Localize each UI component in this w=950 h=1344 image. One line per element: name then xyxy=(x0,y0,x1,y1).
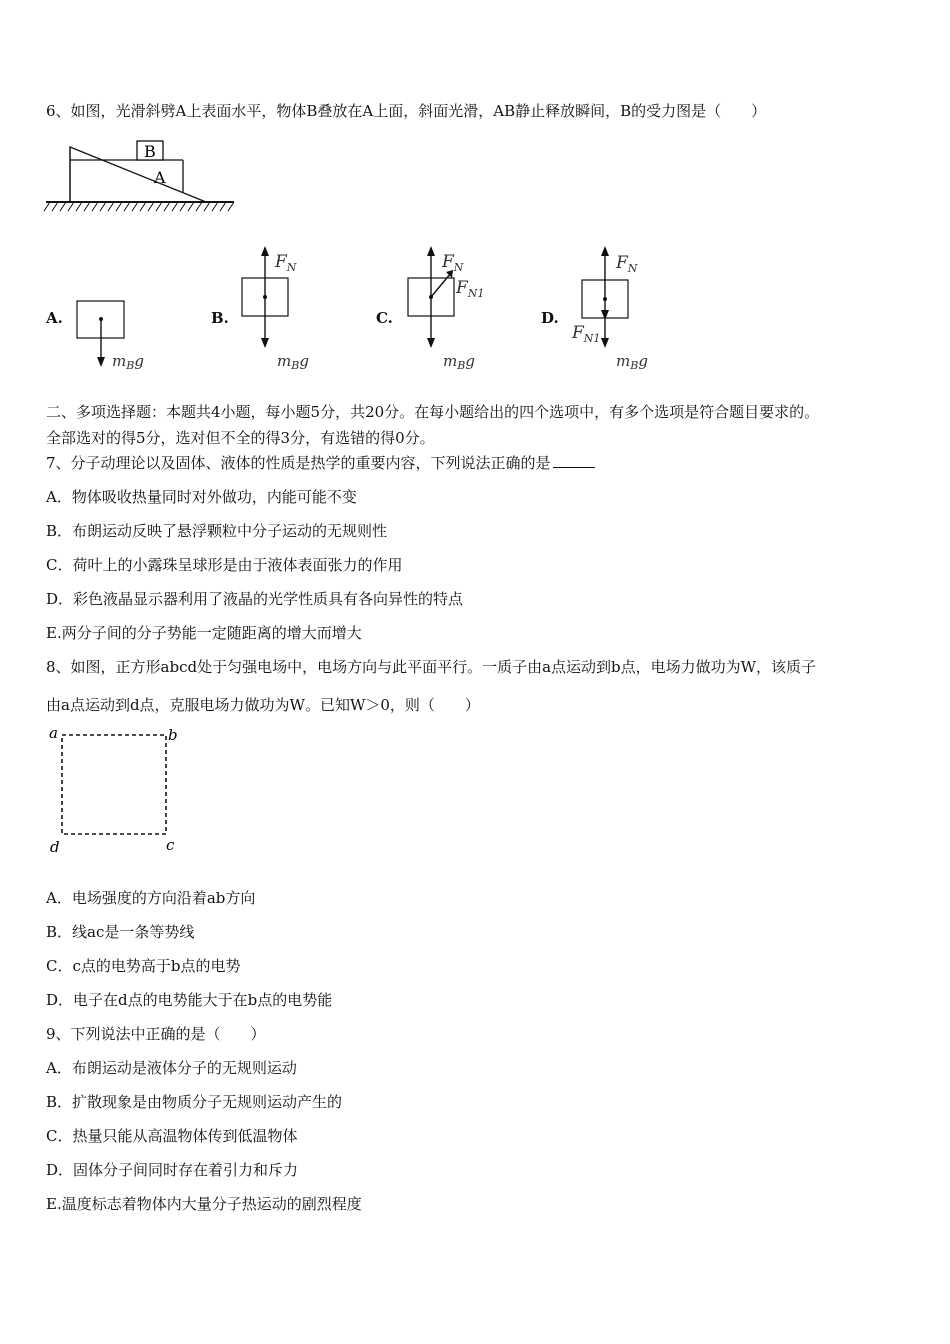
svg-text:mBg: $m_Bg$ xyxy=(112,352,144,372)
svg-text:FN1: $F_{N1}$ xyxy=(572,323,601,345)
svg-text:mBg: $m_Bg$ xyxy=(443,352,475,372)
normal-arrow xyxy=(427,246,435,256)
q6-stem: 6、如图，光滑斜劈A上表面水平，物体B叠放在A上面，斜面光滑，AB静止释放瞬间，B的受力图是（ ） xyxy=(46,102,767,120)
svg-text:FN: $F_N$ xyxy=(442,252,464,274)
q6-option-c-label[interactable]: C. xyxy=(376,309,393,327)
answer-blank xyxy=(553,453,595,468)
q8-stem-line1: 8、如图，正方形abcd处于匀强电场中，电场方向与此平面平行。一质子由a点运动到b点，电场力做功为W，该质子 xyxy=(46,658,817,676)
square-abcd xyxy=(62,735,166,834)
q7-stem: 7、分子动理论以及固体、液体的性质是热学的重要内容，下列说法正确的是 xyxy=(46,453,595,473)
gravity-arrow xyxy=(601,338,609,348)
gravity-arrow xyxy=(427,338,435,348)
q9-stem: 9、下列说法中正确的是（ ） xyxy=(46,1025,266,1043)
q7-option-a[interactable]: A．物体吸收热量同时对外做功，内能可能不变 xyxy=(46,488,357,506)
normal-arrow xyxy=(601,246,609,256)
q6-wedge-figure xyxy=(44,138,239,218)
gravity-arrow xyxy=(261,338,269,348)
svg-text:FN: $F_N$ xyxy=(275,252,297,274)
q9-option-d[interactable]: D．固体分子间同时存在着引力和斥力 xyxy=(46,1161,299,1179)
q6-option-a-diagram xyxy=(70,290,170,380)
q9-option-e[interactable]: E.温度标志着物体内大量分子热运动的剧烈程度 xyxy=(46,1195,362,1213)
svg-text:FN1: $F_{N1}$ xyxy=(456,278,485,300)
q6-option-d-label[interactable]: D. xyxy=(541,309,559,327)
vertex-d-label: d xyxy=(50,838,60,856)
q8-option-d[interactable]: D．电子在d点的电势能大于在b点的电势能 xyxy=(46,991,333,1009)
q7-option-c[interactable]: C．荷叶上的小露珠呈球形是由于液体表面张力的作用 xyxy=(46,556,403,574)
q7-option-b[interactable]: B．布朗运动反映了悬浮颗粒中分子运动的无规则性 xyxy=(46,522,388,540)
svg-text:FN: $F_N$ xyxy=(616,253,638,275)
q8-option-b[interactable]: B．线ac是一条等势线 xyxy=(46,923,195,941)
svg-text:mBg: $m_Bg$ xyxy=(616,352,648,372)
q6-option-a-label[interactable]: A. xyxy=(46,309,63,327)
q6-option-c-diagram xyxy=(402,240,512,380)
vertex-a-label: a xyxy=(49,724,58,742)
n1-arrow xyxy=(431,273,451,297)
q9-option-a[interactable]: A．布朗运动是液体分子的无规则运动 xyxy=(46,1059,297,1077)
q8-option-a[interactable]: A．电场强度的方向沿着ab方向 xyxy=(46,889,256,907)
section2-heading-line2: 全部选对的得5分，选对但不全的得3分，有选错的得0分。 xyxy=(46,429,435,447)
vertex-b-label: b xyxy=(168,726,178,744)
vertex-c-label: c xyxy=(166,836,175,854)
q7-option-d[interactable]: D．彩色液晶显示器利用了液晶的光学性质具有各向异性的特点 xyxy=(46,590,464,608)
q8-square-figure xyxy=(44,724,194,859)
q9-option-b[interactable]: B．扩散现象是由物质分子无规则运动产生的 xyxy=(46,1093,343,1111)
q8-stem-line2: 由a点运动到d点，克服电场力做功为W。已知W＞0，则（ ） xyxy=(46,696,480,714)
normal-arrow xyxy=(261,246,269,256)
q8-option-c[interactable]: C．c点的电势高于b点的电势 xyxy=(46,957,241,975)
wedge-a-label: A xyxy=(154,168,166,187)
q6-option-d-diagram xyxy=(570,240,680,380)
block-b-label: B xyxy=(144,142,156,161)
q6-option-b-diagram xyxy=(236,240,336,380)
q7-option-e[interactable]: E.两分子间的分子势能一定随距离的增大而增大 xyxy=(46,624,362,642)
svg-text:mBg: $m_Bg$ xyxy=(277,352,309,372)
q6-option-b-label[interactable]: B. xyxy=(211,309,229,327)
section2-heading-line1: 二、多项选择题：本题共4小题，每小题5分，共20分。在每小题给出的四个选项中，有多个选项是符合题目要求的。 xyxy=(46,403,820,421)
q9-option-c[interactable]: C．热量只能从高温物体传到低温物体 xyxy=(46,1127,298,1145)
